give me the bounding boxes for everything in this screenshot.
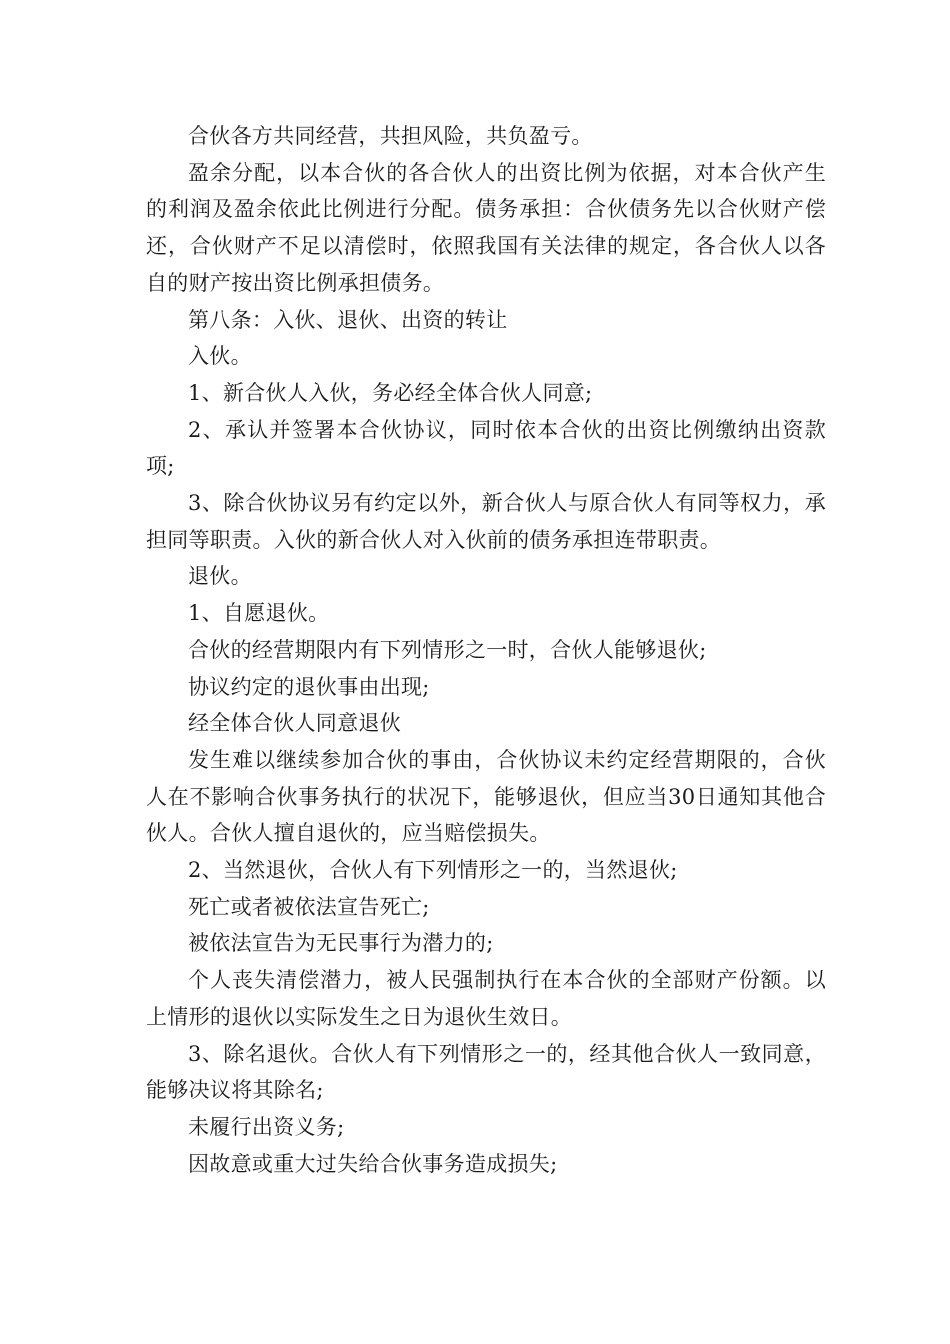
section-heading-join: 入伙。 bbox=[188, 344, 252, 369]
paragraph-withdraw-cond-b: 经全体合伙人同意退伙 bbox=[188, 711, 401, 736]
paragraph-withdraw-3: 3、除名退伙。合伙人有下列情形之一的，经其他合伙人一致同意，能够决议将其除名; bbox=[146, 1041, 826, 1103]
paragraph-withdraw-cond-a: 协议约定的退伙事由出现; bbox=[188, 674, 430, 699]
paragraph-withdraw-conditions: 合伙的经营期限内有下列情形之一时，合伙人能够退伙; bbox=[188, 637, 707, 662]
paragraph-withdraw-3b: 因故意或重大过失给合伙事务造成损失; bbox=[188, 1151, 558, 1176]
paragraph-join-3: 3、除合伙协议另有约定以外，新合伙人与原合伙人有同等权力，承担同等职责。入伙的新合伙人对入伙前的债务承担连带职责。 bbox=[146, 491, 826, 552]
paragraph-withdraw-2a: 死亡或者被依法宣告死亡; bbox=[188, 894, 430, 919]
paragraph-withdraw-3a: 未履行出资义务; bbox=[188, 1114, 345, 1139]
section-heading-withdraw: 退伙。 bbox=[188, 564, 252, 589]
paragraph-withdraw-2b: 被依法宣告为无民事行为潜力的; bbox=[188, 931, 494, 956]
paragraph-withdraw-2c: 个人丧失清偿潜力，被人民强制执行在本合伙的全部财产份额。以上情形的退伙以实际发生之日为退伙生效日。 bbox=[146, 968, 826, 1029]
paragraph-withdraw-cond-c: 发生难以继续参加合伙的事由，合伙协议未约定经营期限的，合伙人在不影响合伙事务执行的状况下，能够退伙，但应当30日通知其他合伙人。合伙人擅自退伙的，应当赔偿损失。 bbox=[146, 747, 826, 846]
paragraph-withdraw-2: 2、当然退伙，合伙人有下列情形之一的，当然退伙; bbox=[188, 858, 678, 883]
paragraph-2: 盈余分配，以本合伙的各合伙人的出资比例为依据，对本合伙产生的利润及盈余依此比例进行分配。债务承担：合伙债务先以合伙财产偿还，合伙财产不足以清偿时，依照我国有关法律的规定，各合伙人以各自的财产按出资比例承担债务。 bbox=[146, 160, 826, 295]
article-heading: 第八条：入伙、退伙、出资的转让 bbox=[188, 307, 508, 332]
paragraph-join-1: 1、新合伙人入伙，务必经全体合伙人同意; bbox=[188, 380, 593, 405]
paragraph-1: 合伙各方共同经营，共担风险，共负盈亏。 bbox=[188, 124, 593, 148]
document-page bbox=[146, 118, 826, 1182]
paragraph-join-2: 2、承认并签署本合伙协议，同时依本合伙的出资比例缴纳出资款项; bbox=[146, 417, 826, 479]
paragraph-withdraw-1: 1、自愿退伙。 bbox=[188, 601, 330, 626]
